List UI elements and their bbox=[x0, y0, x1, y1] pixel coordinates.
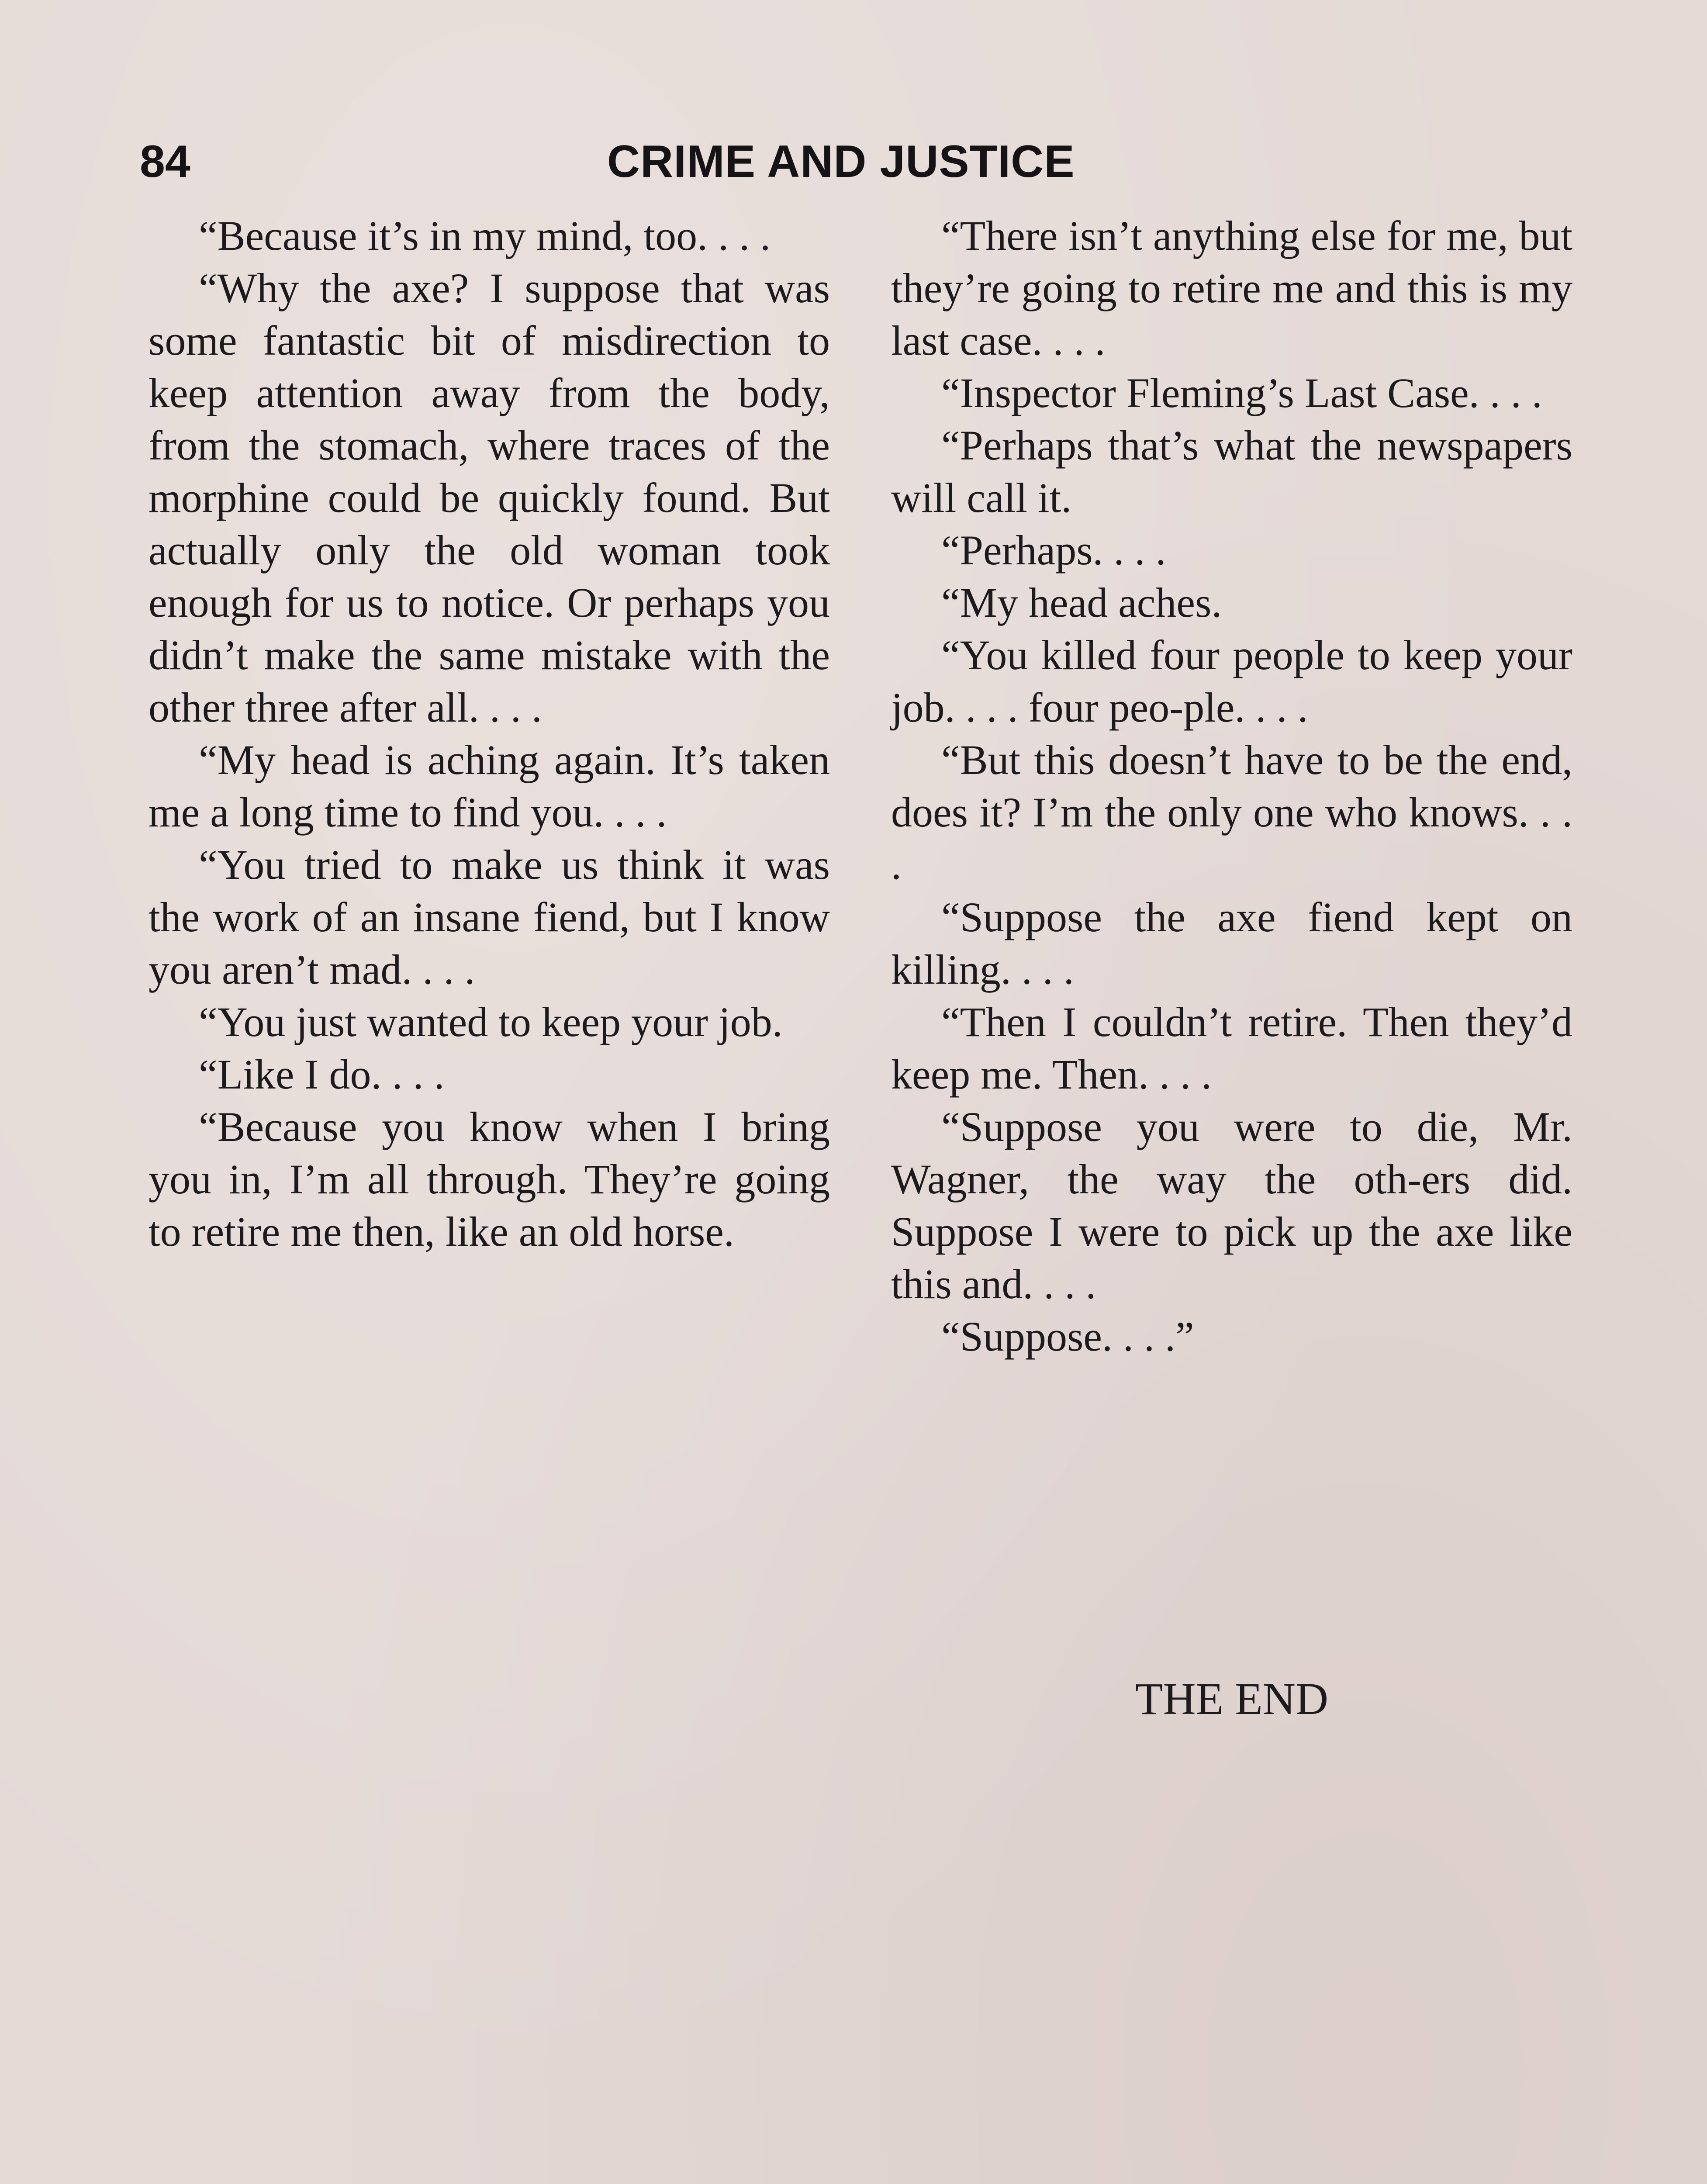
paragraph: “There isn’t anything else for me, but they’re going to retire me and this is my last case. . . . bbox=[891, 212, 1572, 364]
paragraph: “You just wanted to keep your job. bbox=[199, 999, 783, 1045]
paragraph: “Perhaps that’s what the newspapers will call it. bbox=[891, 422, 1572, 521]
paragraph: “Because it’s in my mind, too. . . . bbox=[199, 212, 771, 259]
paragraph: “Inspector Fleming’s Last Case. . . . bbox=[941, 370, 1542, 416]
paragraph: “My head aches. bbox=[941, 579, 1222, 626]
paragraph: “Because you know when I bring you in, I’m all through. They’re going to retire me then, like an old horse. bbox=[149, 1103, 830, 1255]
paragraph: “Why the axe? I suppose that was some fantastic bit of misdirection to keep attention away from the body, from the stomach, where traces of the morphine could be quickly found. But actually only the old woman took enough for us to notice. Or perhaps you didn’t make the same mistake with the other three after all. . . . bbox=[149, 265, 830, 731]
paragraph: “My head is aching again. It’s taken me a long time to find you. . . . bbox=[149, 736, 830, 836]
paragraph: “You tried to make us think it was the work of an insane fiend, but I know you aren’t mad. . . . bbox=[149, 841, 830, 993]
page-number: 84 bbox=[140, 136, 190, 187]
paragraph: “Suppose. . . .” bbox=[941, 1313, 1194, 1360]
paragraph: “Like I do. . . . bbox=[199, 1051, 445, 1098]
page-header bbox=[140, 131, 1564, 197]
paragraph: “But this doesn’t have to be the end, does it? I’m the only one who knows. . . . bbox=[891, 736, 1572, 888]
paragraph: “Suppose you were to die, Mr. Wagner, the way the oth-ers did. Suppose I were to pick up the axe like this and. . . . bbox=[891, 1103, 1572, 1307]
left-column bbox=[149, 210, 830, 1258]
the-end-label: THE END bbox=[1135, 1674, 1328, 1724]
paragraph: “Then I couldn’t retire. Then they’d keep me. Then. . . . bbox=[891, 999, 1572, 1098]
paragraph: “Suppose the axe fiend kept on killing. . . . bbox=[891, 894, 1572, 993]
paragraph: “You killed four people to keep your job. . . . four peo-ple. . . . bbox=[891, 632, 1572, 731]
running-title: CRIME AND JUSTICE bbox=[607, 136, 1075, 187]
paragraph: “Perhaps. . . . bbox=[941, 527, 1166, 574]
right-column bbox=[891, 210, 1572, 1363]
